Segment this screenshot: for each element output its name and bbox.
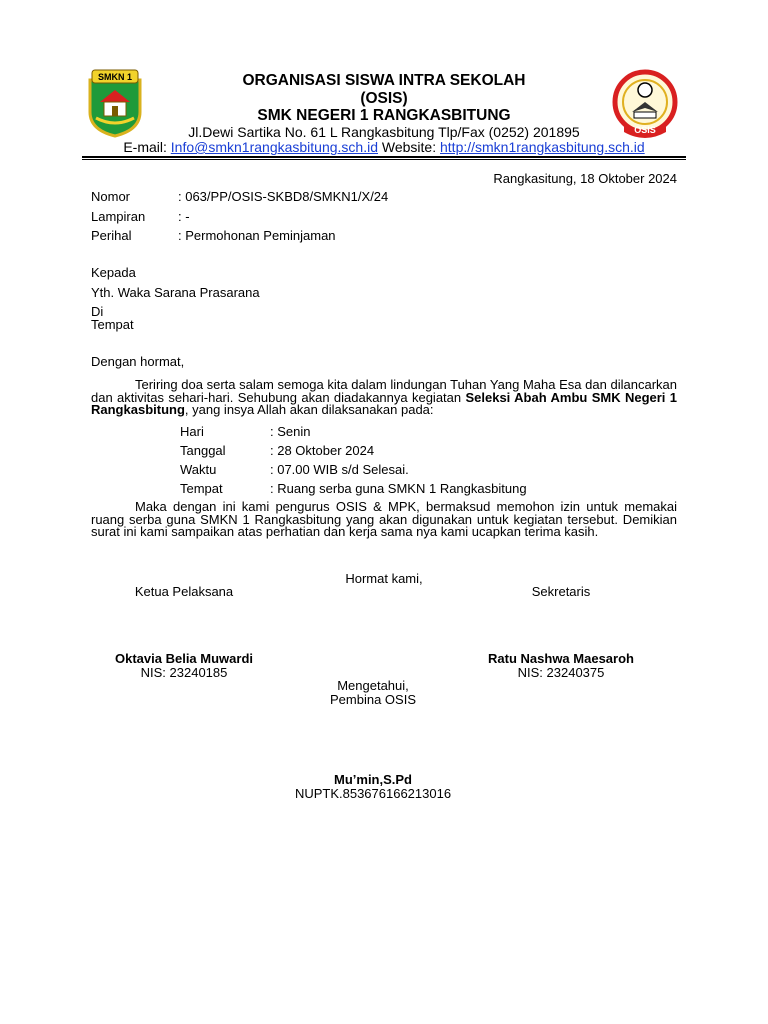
advisor-role: Pembina OSIS: [330, 692, 416, 707]
left-signer-name: Oktavia Belia Muwardi: [115, 651, 253, 666]
meta-value-lampiran: : -: [178, 209, 190, 224]
detail-label-hari: Hari: [180, 424, 204, 439]
svg-text:OSIS: OSIS: [634, 125, 656, 135]
email-link[interactable]: Info@smkn1rangkasbitung.sch.id: [170, 139, 378, 155]
advisor-name: Mu’min,S.Pd: [334, 772, 412, 787]
recipient-place: Tempat: [91, 317, 134, 332]
meta-value-perihal: : Permohonan Peminjaman: [178, 228, 336, 243]
detail-label-tanggal: Tanggal: [180, 443, 226, 458]
greeting: Dengan hormat,: [91, 354, 185, 369]
event-name: Seleksi Abah Ambu SMK Negeri 1 Rangkasbitung: [91, 389, 677, 417]
opening-paragraph: [91, 379, 677, 417]
acknowledge-label: Mengetahui,: [337, 678, 409, 693]
recipient-di: Di: [91, 304, 104, 319]
right-signer-nis: NIS: 23240375: [517, 665, 605, 680]
recipient-name: Yth. Waka Sarana Prasarana: [91, 285, 260, 300]
org-subtitle: (OSIS): [360, 90, 408, 107]
website-label: Website:: [381, 139, 437, 155]
meta-label-perihal: Perihal: [91, 228, 132, 243]
detail-label-tempat: Tempat: [180, 481, 223, 496]
svg-text:SMKN 1: SMKN 1: [97, 72, 133, 82]
detail-label-waktu: Waktu: [180, 462, 217, 477]
website-link[interactable]: http://smkn1rangkasbitung.sch.id: [440, 139, 645, 155]
school-name: SMK NEGERI 1 RANGKASBITUNG: [257, 107, 511, 124]
recipient-label: Kepada: [91, 265, 136, 280]
meta-value-nomor: : 063/PP/OSIS-SKBD8/SMKN1/X/24: [178, 189, 389, 204]
org-title: ORGANISASI SISWA INTRA SEKOLAH: [242, 72, 526, 89]
right-signer-role: Sekretaris: [531, 584, 591, 599]
place-date: Rangkasitung, 18 Oktober 2024: [493, 171, 677, 186]
right-signer-name: Ratu Nashwa Maesaroh: [488, 651, 634, 666]
left-signer-nis: NIS: 23240185: [140, 665, 228, 680]
detail-value-hari: : Senin: [270, 424, 311, 439]
meta-label-nomor: Nomor: [91, 189, 131, 204]
advisor-id: NUPTK.853676166213016: [294, 786, 452, 801]
detail-value-tanggal: : 28 Oktober 2024: [270, 443, 375, 458]
left-signer-role: Ketua Pelaksana: [134, 584, 234, 599]
closing-paragraph: Maka dengan ini kami pengurus OSIS & MPK, bermaksud memohon izin untuk memakai ruang serba guna SMKN 1 Rangkasbitung yang akan digunakan untuk kegiatan tersebut. Demikian surat ini kami sampaikan atas perhatian dan kerja sama nya kami ucapkan terima kasih.: [91, 499, 677, 539]
contact-line: [100, 139, 668, 155]
detail-value-tempat: : Ruang serba guna SMKN 1 Rangkasbitung: [270, 481, 527, 496]
school-address: Jl.Dewi Sartika No. 61 L Rangkasbitung Tlp/Fax (0252) 201895: [188, 124, 580, 140]
email-label: E-mail:: [123, 139, 167, 155]
meta-label-lampiran: Lampiran: [91, 209, 146, 224]
detail-value-waktu: : 07.00 WIB s/d Selesai.: [270, 462, 409, 477]
header-rule-thin: [82, 159, 686, 160]
opening-text: Teriring doa serta salam semoga kita dalam lindungan Tuhan Yang Maha Esa dan dilancarkan dan aktivitas sehari-hari. Sehubung akan diadakannya kegiatan: [91, 377, 677, 405]
opening-text-end: , yang insya Allah akan dilaksanakan pada:: [184, 402, 434, 417]
header-rule: [82, 156, 686, 158]
closing-salutation: Hormat kami,: [345, 571, 423, 586]
